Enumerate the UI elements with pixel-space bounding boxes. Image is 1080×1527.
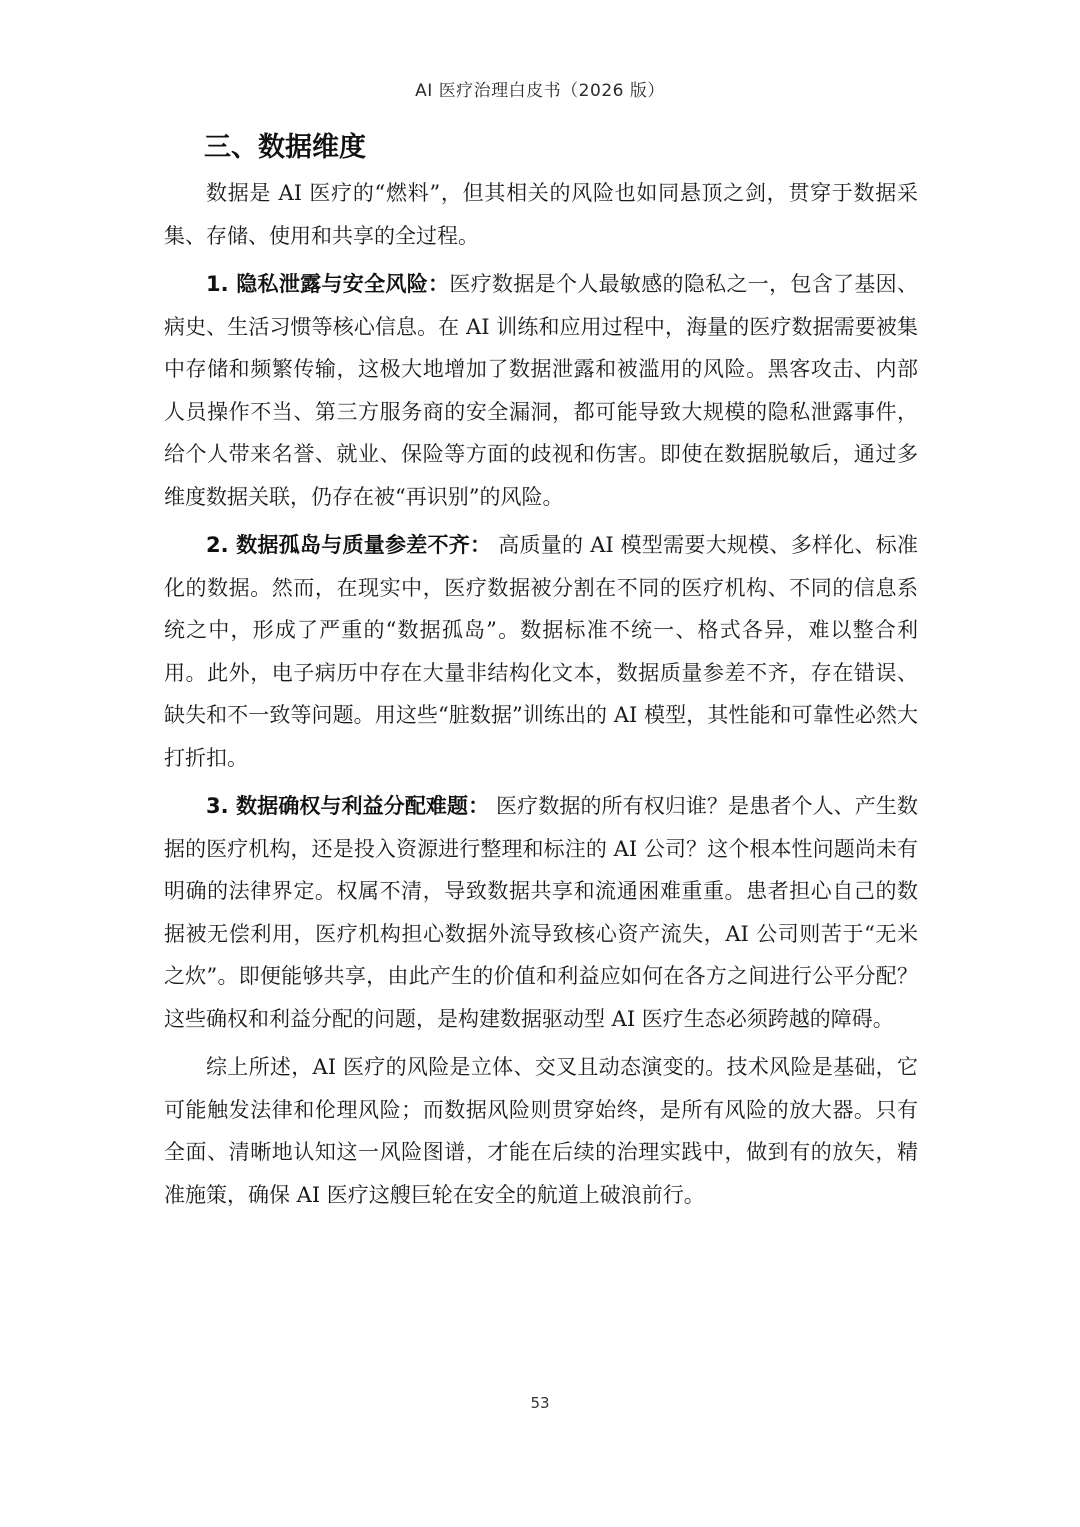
risk-item-heading: 2. 数据孤岛与质量参差不齐： xyxy=(206,533,492,557)
risk-item-text: 高质量的 AI 模型需要大规模、多样化、标准化的数据。然而，在现实中，医疗数据被分割在不同的医疗机构、不同的信息系统之中，形成了严重的“数据孤岛”。数据标准不统一、格式各异，难以整合利用。此外，电子病历中存在大量非结构化文本，数据质量参差不齐，存在错误、缺失和不一致等问题。用这些“脏数据”训练出的 AI 模型，其性能和可靠性必然大打折扣。 xyxy=(164,533,918,770)
risk-item-heading: 3. 数据确权与利益分配难题： xyxy=(206,794,490,818)
section-title: 三、数据维度 xyxy=(204,132,366,163)
risk-item-text: 医疗数据的所有权归谁？是患者个人、产生数据的医疗机构，还是投入资源进行整理和标注的 AI 公司？这个根本性问题尚未有明确的法律界定。权属不清，导致数据共享和流通困难重重。患者担心自己的数据被无偿利用，医疗机构担心数据外流导致核心资产流失，AI 公司则苦于“无米之炊”。即便能够共享，由此产生的价值和利益应如何在各方之间进行公平分配？这些确权和利益分配的问题，是构建数据驱动型 AI 医疗生态必须跨越的障碍。 xyxy=(164,794,918,1031)
risk-item-text: 医疗数据是个人最敏感的隐私之一，包含了基因、病史、生活习惯等核心信息。在 AI 训练和应用过程中，海量的医疗数据需要被集中存储和频繁传输，这极大地增加了数据泄露和被滥用的风险。黑客攻击、内部人员操作不当、第三方服务商的安全漏洞，都可能导致大规模的隐私泄露事件，给个人带来名誉、就业、保险等方面的歧视和伤害。即使在数据脱敏后，通过多维度数据关联，仍存在被“再识别”的风险。 xyxy=(164,272,918,509)
running-header: AI 医疗治理白皮书（2026 版） xyxy=(415,81,665,101)
risk-item-ownership xyxy=(164,785,918,1040)
page-content xyxy=(164,126,918,1222)
risk-item-heading: 1. 隐私泄露与安全风险： xyxy=(206,272,450,296)
risk-item-data-silo xyxy=(164,524,918,779)
page-number: 53 xyxy=(530,1394,550,1412)
intro-paragraph: 数据是 AI 医疗的“燃料”，但其相关的风险也如同悬顶之剑，贯穿于数据采集、存储、使用和共享的全过程。 xyxy=(164,181,918,248)
risk-item-privacy xyxy=(164,263,918,518)
summary-paragraph: 综上所述，AI 医疗的风险是立体、交叉且动态演变的。技术风险是基础，它可能触发法律和伦理风险；而数据风险则贯穿始终，是所有风险的放大器。只有全面、清晰地认知这一风险图谱，才能在后续的治理实践中，做到有的放矢，精准施策，确保 AI 医疗这艘巨轮在安全的航道上破浪前行。 xyxy=(164,1055,918,1207)
